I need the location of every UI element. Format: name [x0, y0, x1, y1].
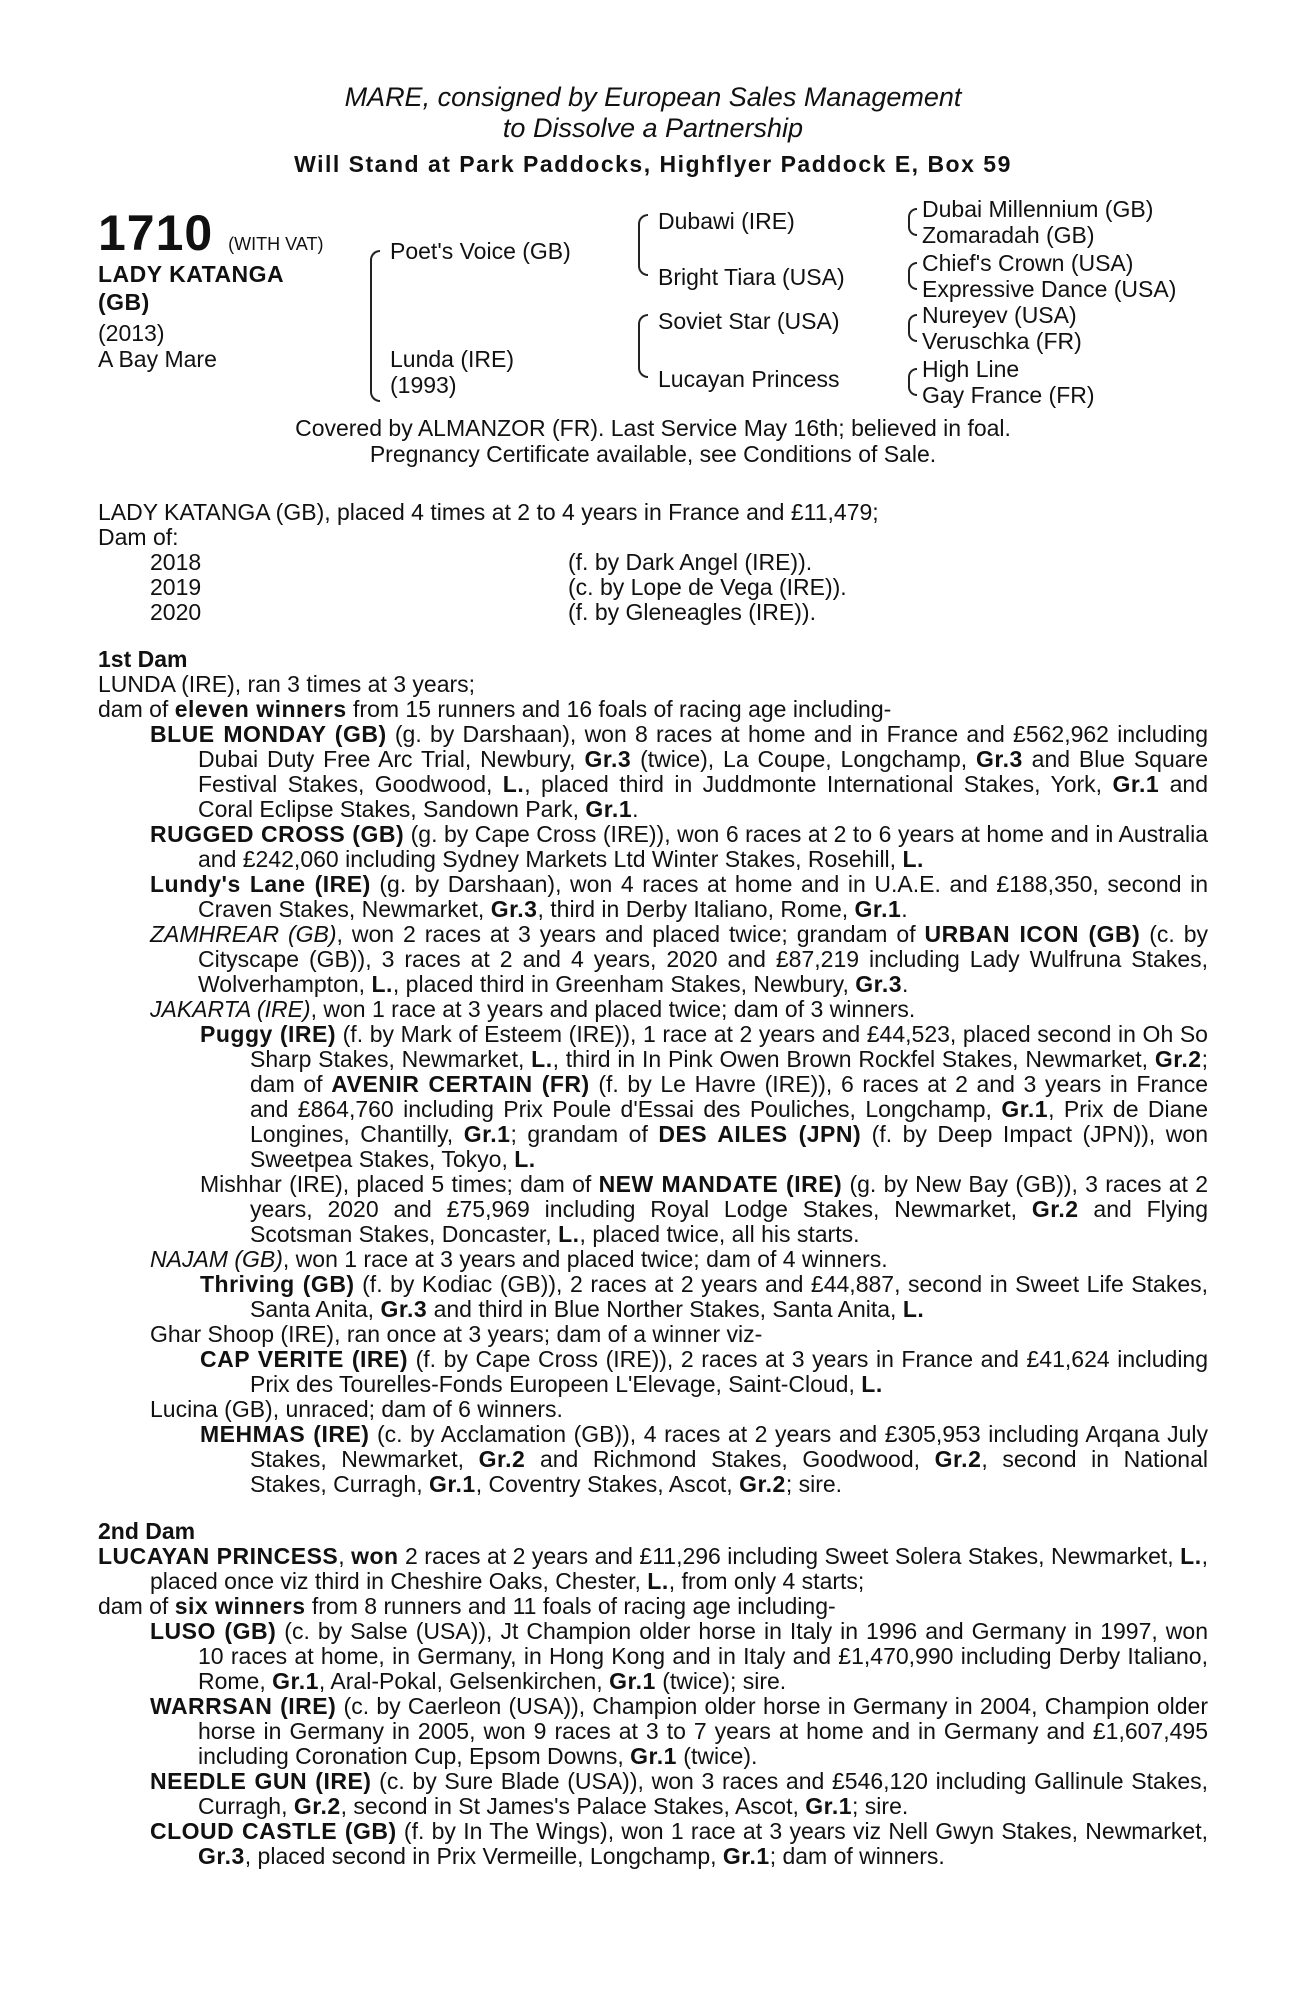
first-dam-line: LUNDA (IRE), ran 3 times at 3 years;: [98, 671, 476, 697]
progeny-entry: LUSO (GB) (c. by Salse (USA)), Jt Champion older horse in Italy in 1996 and Germany in 1997, won 10 races at home, in Germany, in Hong Kong and in Italy and £1,470,990 including Derby Italiano, Rome, Gr.1, Aral-Pokal, Gelsenkirchen, Gr.1 (twice); sire.: [150, 1618, 1208, 1694]
g1-brace-b: [908, 221, 917, 236]
sd-brace: [638, 244, 648, 276]
consignor-subline: to Dissolve a Partnership: [502, 113, 804, 143]
sire-sire-dam: Zomaradah (GB): [922, 222, 1095, 248]
produce-row: [98, 550, 1208, 575]
dam-dam-dam: Gay France (FR): [922, 382, 1095, 408]
dam-sire-sire: Nureyev (USA): [922, 302, 1077, 328]
horse-name: LADY KATANGA: [98, 261, 285, 287]
g2-brace-b: [908, 275, 917, 290]
second-dam-line: LUCAYAN PRINCESS, won 2 races at 2 years and £11,296 including Sweet Solera Stakes, Newmarket, L., placed once viz third in Cheshire Oaks, Chester, L., from only 4 starts;: [98, 1543, 1208, 1594]
intro-line: LADY KATANGA (GB), placed 4 times at 2 to 4 years in France and £11,479;: [98, 499, 879, 525]
produce-note: (f. by Dark Angel (IRE)).: [568, 549, 813, 575]
progeny-name: NAJAM (GB): [150, 1246, 283, 1272]
produce-note: (f. by Gleneagles (IRE)).: [568, 599, 816, 625]
progeny-entry: Ghar Shoop (IRE), ran once at 3 years; dam of a winner viz-: [150, 1321, 763, 1347]
pedigree-block: [98, 196, 1208, 474]
progeny-name: WARRSAN (IRE): [150, 1693, 337, 1719]
lot-number: 1710: [98, 205, 214, 261]
progeny-name: LUSO (GB): [150, 1618, 277, 1644]
progeny-name: CLOUD CASTLE (GB): [150, 1818, 397, 1844]
progeny-name: Thriving (GB): [200, 1271, 355, 1297]
dam-dam: Lucayan Princess: [658, 366, 840, 392]
progeny-entry: ZAMHREAR (GB), won 2 races at 3 years and placed twice; grandam of URBAN ICON (GB) (c. by Cityscape (GB)), 3 races at 2 and 4 years, 2020 and £87,219 including Lady Wulfruna Stakes, Wolverhampton, L., placed third in Greenham Stakes, Newbury, Gr.3.: [150, 921, 1208, 997]
first-dam-heading: 1st Dam: [98, 646, 188, 672]
progeny-entry: RUGGED CROSS (GB) (g. by Cape Cross (IRE)), won 6 races at 2 to 6 years at home and in Australia and £242,060 including Sydney Markets Ltd Winter Stakes, Rosehill, L.: [150, 821, 1209, 872]
covered-line: Covered by ALMANZOR (FR). Last Service May 16th; believed in foal.: [295, 415, 1011, 441]
progeny-entry: WARRSAN (IRE) (c. by Caerleon (USA)), Champion older horse in Germany in 2004, Champion older horse in Germany in 2005, won 9 races at 3 to 7 years at home and in Germany and £1,607,495 including Coronation Cup, Epsom Downs, Gr.1 (twice).: [150, 1693, 1208, 1769]
grand-progeny-entry: CAP VERITE (IRE) (f. by Cape Cross (IRE)), 2 races at 3 years in France and £41,624 including Prix des Tourelles-Fonds Europeen L'Elevage, Saint-Cloud, L.: [200, 1346, 1209, 1397]
second-dam-name: LUCAYAN PRINCESS: [98, 1543, 339, 1569]
progeny-entry: NAJAM (GB), won 1 race at 3 years and placed twice; dam of 4 winners.: [150, 1246, 888, 1272]
grand-progeny-entry: Thriving (GB) (f. by Kodiac (GB)), 2 races at 2 years and £44,887, second in Sweet Life Stakes, Santa Anita, Gr.3 and third in Blue Norther Stakes, Santa Anita, L.: [200, 1271, 1208, 1322]
produce-row: [98, 600, 1208, 625]
grand-progeny-entry: Mishhar (IRE), placed 5 times; dam of NEW MANDATE (IRE) (g. by New Bay (GB)), 3 races at 2 years, 2020 and £75,969 including Royal Lodge Stakes, Newmarket, Gr.2 and Flying Scotsman Stakes, Doncaster, L., placed twice, all his starts.: [200, 1171, 1208, 1247]
produce-year: 2019: [150, 574, 202, 600]
ds-brace: [638, 314, 648, 346]
produce-year: 2018: [150, 549, 202, 575]
sire-dam-dam: Expressive Dance (USA): [922, 276, 1177, 302]
stable-location: Will Stand at Park Paddocks, Highflyer Paddock E, Box 59: [294, 151, 1012, 177]
progeny-name: ZAMHREAR (GB): [150, 921, 337, 947]
progeny-name: Lundy's Lane (IRE): [150, 871, 371, 897]
dam-sire-dam: Veruschka (FR): [922, 328, 1082, 354]
foaling-year: (2013): [98, 320, 165, 346]
progeny-name: BLUE MONDAY (GB): [150, 721, 387, 747]
second-dam-heading: 2nd Dam: [98, 1518, 196, 1544]
g3-brace-b: [908, 327, 917, 342]
first-dam-summary: dam of eleven winners from 15 runners and 16 foals of racing age including-: [98, 696, 892, 722]
progeny-entry: BLUE MONDAY (GB) (g. by Darshaan), won 8 races at home and in France and £562,962 including Dubai Duty Free Arc Trial, Newbury, Gr.3 (twice), La Coupe, Longchamp, Gr.3 and Blue Square Festival Stakes, Goodwood, L., placed third in Juddmonte International Stakes, York, Gr.1 and Coral Eclipse Stakes, Sandown Park, Gr.1.: [150, 721, 1209, 822]
dam-sire: Soviet Star (USA): [658, 308, 840, 334]
progeny-entry: Lucina (GB), unraced; dam of 6 winners.: [150, 1396, 563, 1422]
progeny-entry: JAKARTA (IRE), won 1 race at 3 years and placed twice; dam of 3 winners.: [150, 996, 916, 1022]
dd-brace: [638, 344, 648, 378]
consignor-line: MARE, consigned by European Sales Management: [344, 82, 962, 112]
dam-year: (1993): [390, 372, 457, 398]
progeny-name: JAKARTA (IRE): [150, 996, 311, 1022]
consignor-header: [98, 82, 1208, 184]
grand-progeny-entry: MEHMAS (IRE) (c. by Acclamation (GB)), 4 races at 2 years and £305,953 including Arqana July Stakes, Newmarket, Gr.2 and Richmond Stakes, Goodwood, Gr.2, second in National Stakes, Curragh, Gr.1, Coventry Stakes, Ascot, Gr.2; sire.: [200, 1421, 1209, 1497]
sire-brace: [370, 250, 380, 322]
produce-list: [98, 550, 1208, 625]
second-dam-summary: dam of six winners from 8 runners and 11 foals of racing age including-: [98, 1593, 836, 1619]
progeny-name: Puggy (IRE): [200, 1021, 337, 1047]
progeny-name: RUGGED CROSS (GB): [150, 821, 405, 847]
vat-note: (WITH VAT): [228, 234, 324, 254]
ss-brace: [638, 214, 648, 246]
dam-brace: [370, 320, 380, 402]
horse-description: A Bay Mare: [98, 346, 217, 372]
dam-of-label: Dam of:: [98, 524, 179, 550]
progeny-entry: NEEDLE GUN (IRE) (c. by Sure Blade (USA)), won 3 races and £546,120 including Gallinule Stakes, Curragh, Gr.2, second in St James's Palace Stakes, Ascot, Gr.1; sire.: [150, 1768, 1209, 1819]
catalogue-page: [98, 82, 1208, 1869]
sire: Poet's Voice (GB): [390, 238, 571, 264]
horse-name-suffix: (GB): [98, 289, 150, 315]
progeny-name: MEHMAS (IRE): [200, 1421, 370, 1447]
g4-brace-b: [908, 381, 917, 396]
dam-dam-sire: High Line: [922, 356, 1020, 382]
produce-year: 2020: [150, 599, 202, 625]
progeny-entry: CLOUD CASTLE (GB) (f. by In The Wings), won 1 race at 3 years viz Nell Gwyn Stakes, Newmarket, Gr.3, placed second in Prix Vermeille, Longchamp, Gr.1; dam of winners.: [150, 1818, 1208, 1869]
produce-note: (c. by Lope de Vega (IRE)).: [568, 574, 847, 600]
pregnancy-line: Pregnancy Certificate available, see Conditions of Sale.: [369, 441, 937, 467]
grand-progeny-entry: Puggy (IRE) (f. by Mark of Esteem (IRE)), 1 race at 2 years and £44,523, placed second in Oh So Sharp Stakes, Newmarket, L., third in In Pink Owen Brown Rockfel Stakes, Newmarket, Gr.2; dam of AVENIR CERTAIN (FR) (f. by Le Havre (IRE)), 6 races at 2 and 3 years in France and £864,760 including Prix Poule d'Essai des Pouliches, Longchamp, Gr.1, Prix de Diane Longines, Chantilly, Gr.1; grandam of DES AILES (JPN) (f. by Deep Impact (JPN)), won Sweetpea Stakes, Tokyo, L.: [200, 1021, 1209, 1172]
progeny-name: NEW MANDATE (IRE): [598, 1171, 843, 1197]
produce-row: [98, 575, 1208, 600]
progeny-name: NEEDLE GUN (IRE): [150, 1768, 372, 1794]
sire-dam: Bright Tiara (USA): [658, 264, 845, 290]
dam: Lunda (IRE): [390, 346, 515, 372]
progeny-name: CAP VERITE (IRE): [200, 1346, 409, 1372]
sire-dam-sire: Chief's Crown (USA): [922, 250, 1134, 276]
progeny-entry: Lundy's Lane (IRE) (g. by Darshaan), won 4 races at home and in U.A.E. and £188,350, second in Craven Stakes, Newmarket, Gr.3, third in Derby Italiano, Rome, Gr.1.: [150, 871, 1209, 922]
sire-sire: Dubawi (IRE): [658, 208, 795, 234]
sire-sire-sire: Dubai Millennium (GB): [922, 196, 1154, 222]
